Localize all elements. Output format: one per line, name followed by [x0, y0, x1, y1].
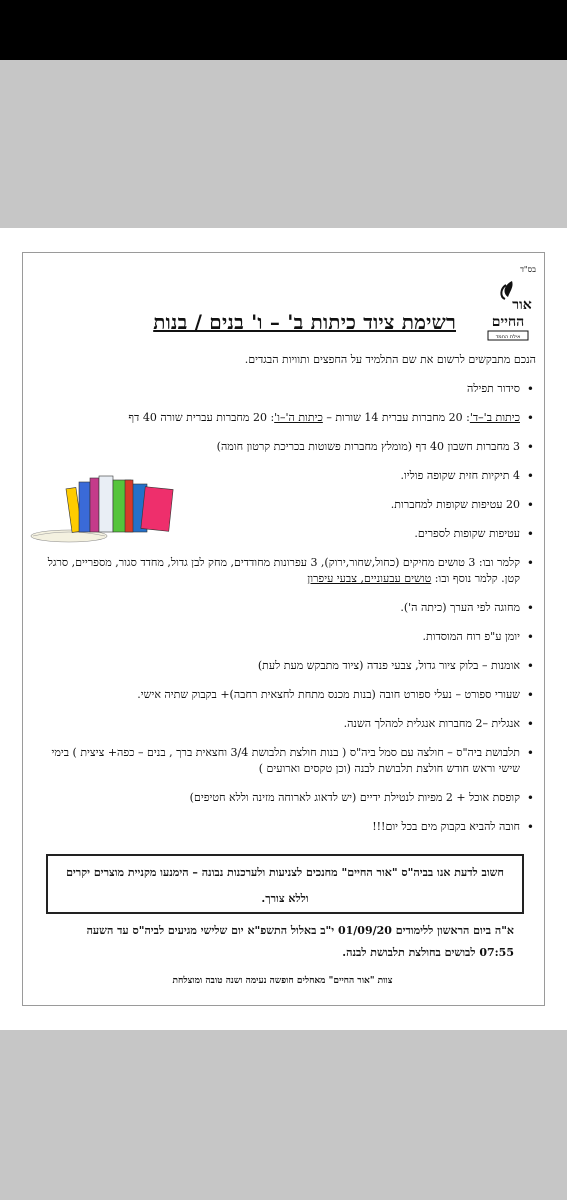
item-text: אומנות – בלוק ציור גדול, צבעי פנדה (ציוד מתבקש מעת לעת) [257, 659, 520, 672]
notice-box: חשוב לדעת אנו בביה"ס "אור החיים" מחנכים לצניעות ולערכנות נבונה – הימנעו מקניית מוצרים יקרים וללא צורך. [46, 854, 524, 914]
item-lead: כיתות ב'–ד' [469, 411, 520, 424]
list-item [31, 819, 536, 835]
item-text: קופסת אוכל + 2 מפיות לנטילת ידיים (יש לדאוג לארוחה מזינה וללא חטיפים) [189, 791, 520, 804]
header-mark: בס"ד [520, 265, 536, 274]
item-text: תלבושת ביה"ס – חולצה עם סמל ביה"ס ( בנות חולצת תלבושת 3/4 וחצאית ברך , בנים – כפה+ ציצית ) בימי שישי וראש חודש חולצת תלבושת לבנה (וכן טקסים וארועים ) [51, 746, 520, 775]
list-item [31, 745, 536, 777]
item-tail: טושים עבעוניים, צבעי עיפרון [307, 572, 432, 585]
list-item [31, 497, 536, 513]
list-item [31, 381, 536, 397]
logo-text-top: אור [512, 297, 532, 313]
list-item [31, 468, 536, 484]
bottom-letterbox [0, 1030, 567, 1200]
school-logo-icon [482, 279, 534, 343]
item-text: 4 תיקיות חזית שקופה פוליו. [400, 469, 520, 482]
list-item [31, 629, 536, 645]
item-text: אנגלית –2 מחברות אנגלית למהלך השנה. [343, 717, 520, 730]
top-letterbox [0, 60, 567, 228]
list-item [31, 790, 536, 806]
list-item [31, 716, 536, 732]
closing-line: צוות "אור החיים" מאחלים חופשה נעימה ושנה טובה ומוצלחת [172, 976, 393, 986]
list-item [31, 410, 536, 426]
item-text: : 20 מחברות עברית 14 שורות – [322, 411, 470, 424]
item-text: עטיפות שקופות לספרים. [414, 527, 520, 540]
item-text: חובה להביא בקבוק מים בכל יום!!! [372, 820, 520, 833]
intro-text: הנכם מתבקשים לרשום את שם התלמיד על החפצים ותוויות הבגדים. [244, 353, 536, 366]
page-title: רשימת ציוד כיתות ב' – ו' בנים / בנות [153, 310, 456, 334]
item-text: קלמר ובו: 3 טושים מחיקים (כחול,שחור,ירוק), 3 עפרונות מחודדים, מחק לבן גדול, מחדד סגור, מספריים, סרגל קטן. קלמר נוסף ובו: [47, 556, 520, 585]
document-frame [22, 252, 545, 1006]
list-item [31, 600, 536, 616]
document-page [0, 228, 567, 1030]
item-text: יומן ע"פ רוח המוסדות. [422, 630, 520, 643]
item-lead-2: כיתות ה'–ו' [274, 411, 323, 424]
list-item [31, 687, 536, 703]
list-item [31, 658, 536, 674]
item-text: שעורי ספורט – נעלי ספורט חובה (בנות מכנס מתחת לחצאית רחבה)+ בקבוק שתיה אישי. [137, 688, 520, 701]
item-text: 3 מחברות חשבון 40 דף (מומלץ מחברות פשוטות בכריכת קרטון חומה) [216, 440, 520, 453]
logo-text-bottom: אילת החמד [495, 334, 521, 340]
item-text: 20 עטיפות שקופות למחברות. [390, 498, 520, 511]
list-item [31, 526, 536, 542]
equipment-list [31, 381, 536, 835]
item-text: סידור תפילה [467, 382, 520, 395]
logo-text-middle: החיים [491, 314, 525, 330]
status-bar [0, 0, 567, 60]
item-text-2: : 20 מחברות עברית שורה 40 דף [128, 411, 275, 424]
list-item [31, 439, 536, 455]
item-text: מחוגה לפי הערך (כיתה ה'). [400, 601, 520, 614]
list-item [31, 555, 536, 587]
first-day-note: א"ה ביום הראשון ללימודים 01/09/20 י"ב באלול התשפ"א יום שלישי מגיעים לביה"ס עד השעה 07:55 לבושים בחולצת תלבושת לבנה. [86, 924, 514, 959]
